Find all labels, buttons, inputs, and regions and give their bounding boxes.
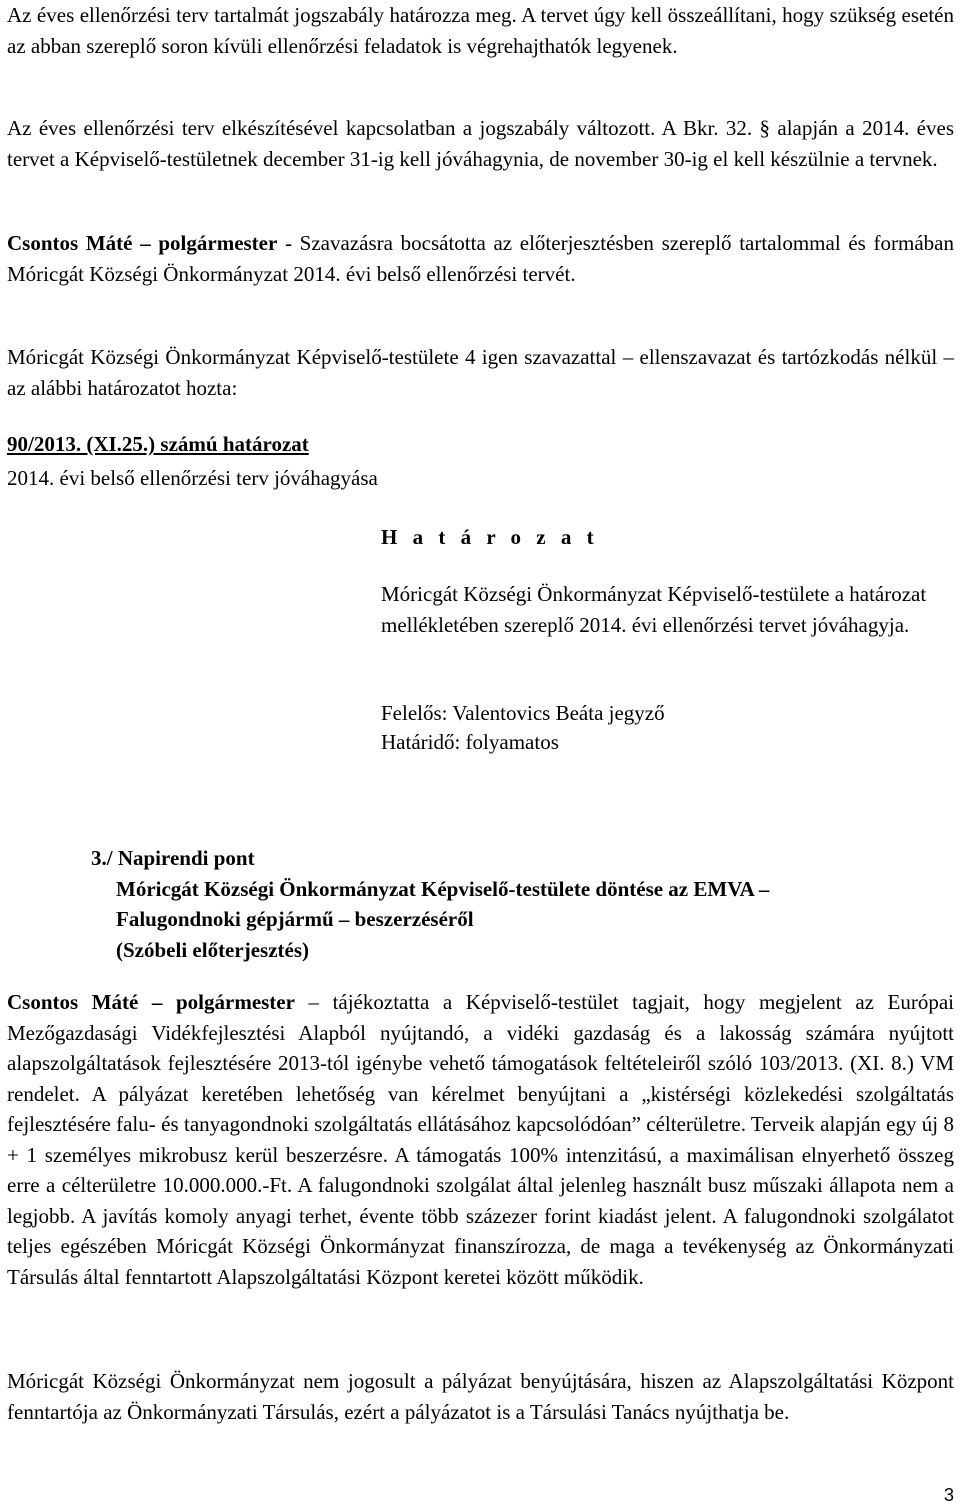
resolution-body: Móricgát Községi Önkormányzat Képviselő-testülete a határozat mellékletében szereplő 2014. évi ellenőrzési tervet jóváhagyja. xyxy=(381,582,927,637)
paragraph-vote-result: Móricgát Községi Önkormányzat Képviselő-testülete 4 igen szavazattal – ellenszavazat és tartózkodás nélkül – az alábbi határozatot hozta: xyxy=(7,345,954,400)
speaker-name-2: Csontos Máté – polgármester xyxy=(7,990,295,1014)
speaker-name: Csontos Máté – polgármester xyxy=(7,231,278,255)
paragraph-mayor-report xyxy=(7,987,954,1292)
mayor-report-text: – tájékoztatta a Képviselő-testület tagjait, hogy megjelent az Európai Mezőgazdasági Vidékfejlesztési Alapból nyújtandó, a vidéki gazdaság és a lakosság számára nyújtott alapszolgáltatások fejlesztésére 2013-tól igénybe vehető támogatások feltételeiről szóló 103/2013. (XI. 8.) VM rendelet. A pályázat keretében lehetőség van kérelmet benyújtani a „kistérségi közlekedési szolgáltatás fejlesztésére falu- és tanyagondnoki szolgáltatás ellátásához kapcsolódóan” célterületre. Terveik alapján egy új 8 + 1 személyes mikrobusz kerül beszerzésre. A támogatás 100% intenzitású, a maximálisan elnyerhető összeg erre a célterületre 10.000.000.-Ft. A falugondnoki szolgálat által jelenleg használt busz műszaki állapota nem a legjobb. A javítás komoly anyagi terhet, évente több százezer forint kiadást jelent. A falugondnoki szolgálatot teljes egészében Móricgát Községi Önkormányzat finanszírozza, de maga a tevékenység az Önkormányzati Társulás által fenntartott Alapszolgáltatási Központ keretei között működik. xyxy=(7,990,954,1289)
resolution-title: 2014. évi belső ellenőrzési terv jóváhagyása xyxy=(7,466,378,490)
agenda-item xyxy=(91,843,931,965)
paragraph-eligibility: Móricgát Községi Önkormányzat nem jogosult a pályázat benyújtására, hiszen az Alapszolgáltatási Központ fenntartója az Önkormányzati Társulás, ezért a pályázatot is a Társulási Tanács nyújthatja be. xyxy=(7,1369,954,1424)
page-number: 3 xyxy=(943,1485,954,1505)
agenda-note: (Szóbeli előterjesztés) xyxy=(116,937,309,962)
paragraph-legal-change: Az éves ellenőrzési terv elkészítésével kapcsolatban a jogszabály változott. A Bkr. 32. § alapján a 2014. éves tervet a Képviselő-testületnek december 31-ig kell jóváhagynia, de november 30-ig el kell készülnie a tervnek. xyxy=(7,116,954,171)
resolution-deadline: Határidő: folyamatos xyxy=(381,730,559,754)
resolution-responsible: Felelős: Valentovics Beáta jegyző xyxy=(381,701,665,725)
resolution-number: 90/2013. (XI.25.) számú határozat xyxy=(7,432,309,456)
agenda-title-line2: Falugondnoki gépjármű – beszerzéséről xyxy=(116,907,474,931)
agenda-number: 3./ Napirendi pont xyxy=(91,846,255,870)
agenda-title-line1: Móricgát Községi Önkormányzat Képviselő-testülete döntése az EMVA – xyxy=(116,876,770,901)
paragraph-plan-content: Az éves ellenőrzési terv tartalmát jogszabály határozza meg. A tervet úgy kell összeállítani, hogy szükség esetén az abban szereplő soron kívüli ellenőrzési feladatok is végrehajthatók legyenek. xyxy=(7,3,954,58)
vote-call-text: - Szavazásra bocsátotta az előterjesztésben szereplő tartalommal és formában Móricgát Községi Önkormányzat 2014. évi belső ellenőrzési tervét. xyxy=(7,231,954,286)
resolution-heading: H a t á r o z a t xyxy=(381,525,599,549)
paragraph-vote-call xyxy=(7,228,954,289)
